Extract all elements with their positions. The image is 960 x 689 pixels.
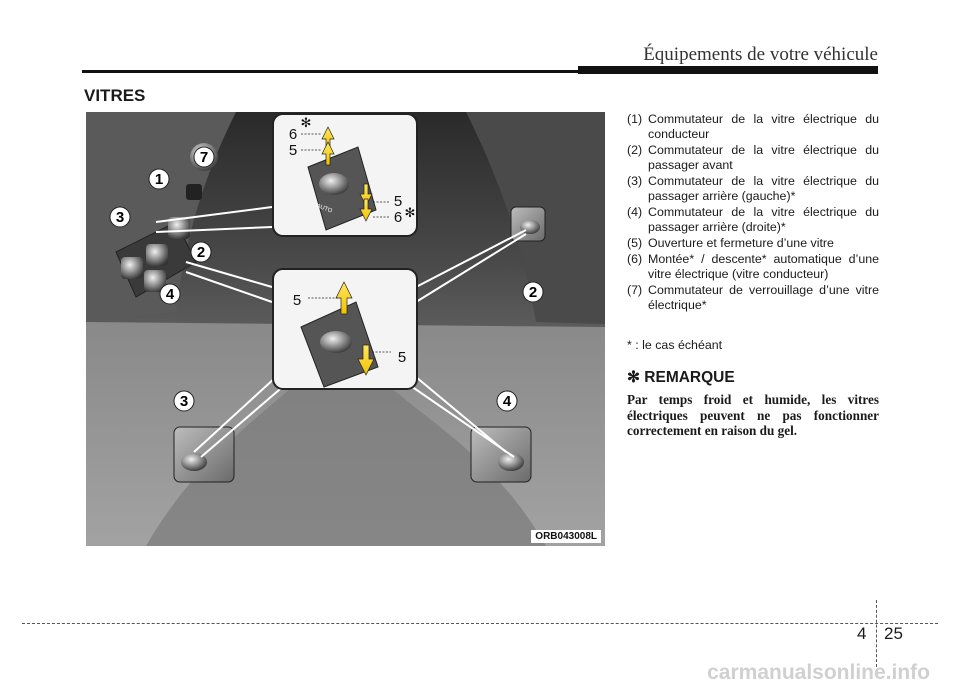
callout-2-passenger xyxy=(523,282,543,302)
svg-text:4: 4 xyxy=(502,393,512,410)
power-window-figure xyxy=(86,112,605,546)
footnote: * : le cas échéant xyxy=(627,338,723,352)
chapter-header-title: Équipements de votre véhicule xyxy=(643,44,878,65)
callout-7 xyxy=(194,147,214,167)
power-window-illustration xyxy=(86,112,605,546)
asterisk-top: ✻ xyxy=(300,115,312,130)
component-list xyxy=(627,112,879,314)
list-item: (5) Ouverture et fermeture d’une vitre xyxy=(627,236,834,250)
callout-1 xyxy=(149,169,169,189)
auto-label: AUTO xyxy=(315,203,333,215)
svg-text:4: 4 xyxy=(165,286,175,303)
callout-5-bottom: 5 xyxy=(292,292,302,309)
svg-text:1: 1 xyxy=(154,171,164,188)
remark-text: Par temps froid et humide, les vitres électriques peuvent ne pas fonctionner correctement en raison du gel. xyxy=(627,392,879,438)
page-chapter-number: 4 xyxy=(857,624,867,643)
list-item: (1) Commutateur de la vitre électrique du conducteur xyxy=(627,112,879,141)
callout-6-top-down: 6 xyxy=(393,209,403,226)
svg-text:3: 3 xyxy=(179,393,189,410)
svg-text:2: 2 xyxy=(528,284,538,301)
list-item: (6) Montée* / descente* automatique d’une vitre électrique (vitre conducteur) xyxy=(627,252,879,281)
callout-4-rear xyxy=(497,391,517,411)
list-item: (4) Commutateur de la vitre électrique du passager arrière (droite)* xyxy=(627,205,879,234)
callout-2-driver xyxy=(191,242,211,262)
callout-5-top: 5 xyxy=(288,142,298,159)
list-item: (3) Commutateur de la vitre électrique du passager arrière (gauche)* xyxy=(627,174,879,203)
svg-text:3: 3 xyxy=(115,209,125,226)
watermark: carmanualsonline.info xyxy=(707,661,930,684)
svg-text:2: 2 xyxy=(196,244,206,261)
section-title: VITRES xyxy=(84,86,146,105)
list-item: (2) Commutateur de la vitre électrique du passager avant xyxy=(627,143,879,172)
list-item: (7) Commutateur de verrouillage d’une vitre électrique* xyxy=(627,283,879,312)
asterisk-bottom: ✻ xyxy=(404,205,416,220)
figure-code: ORB043008L xyxy=(531,530,601,543)
callout-6-top: 6 xyxy=(288,126,298,143)
header-rule-accent xyxy=(578,66,878,74)
page-number: 25 xyxy=(884,624,903,643)
callout-5-bottom-down: 5 xyxy=(397,349,407,366)
callout-5-top-down: 5 xyxy=(393,193,403,210)
svg-text:7: 7 xyxy=(199,149,209,166)
callout-4-driver xyxy=(160,284,180,304)
footer-page-divider xyxy=(876,600,877,667)
footer-divider xyxy=(22,623,938,624)
callout-3-driver xyxy=(110,207,130,227)
callout-3-rear xyxy=(174,391,194,411)
remark-title: ✻ REMARQUE xyxy=(627,369,735,386)
